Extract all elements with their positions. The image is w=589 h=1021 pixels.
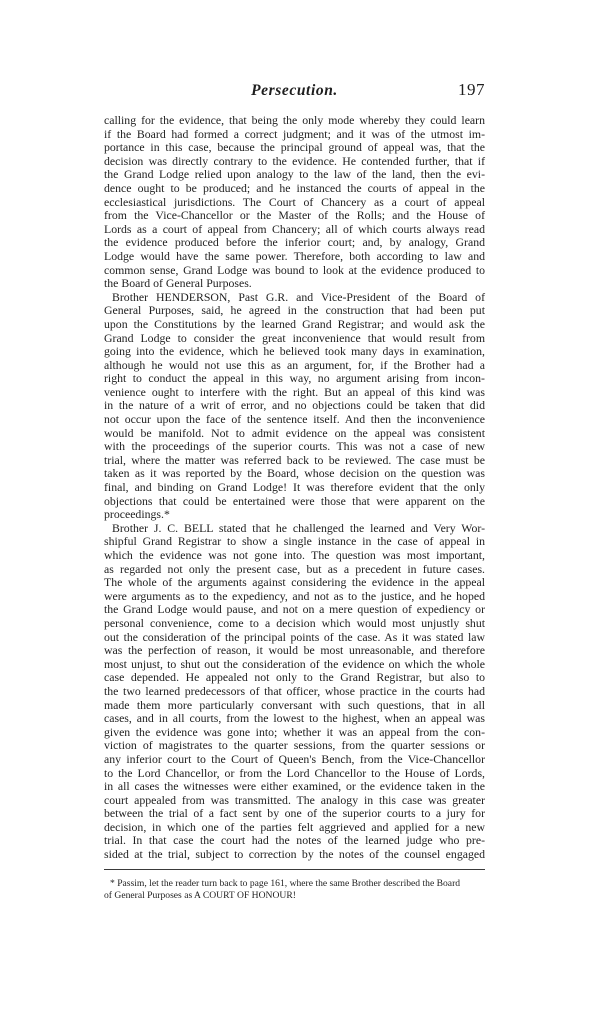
- body-line: trial, where the matter was referred back to be reviewed. The case must be: [104, 452, 485, 467]
- body-line: right to conduct the appeal in this way, no argument arising from incon-: [104, 371, 485, 386]
- body-line: trial. In that case the court had the notes of the learned judge who pre-: [104, 833, 485, 848]
- body-line: viction of magistrates to the quarter sessions, from the quarter sessions or: [104, 738, 485, 753]
- body-line: were arguments as to the expediency, and not as to the justice, and he hoped: [104, 588, 485, 603]
- body-line: decision, in which one of the parties felt aggrieved and applied for a new: [104, 819, 485, 834]
- body-line: portance in this case, because the principal ground of appeal was, that the: [104, 140, 485, 155]
- body-line: dence ought to be produced; and he instanced the courts of appeal in the: [104, 180, 485, 195]
- body-line: with the proceedings of the superior courts. This was not a case of new: [104, 439, 485, 454]
- body-line: most unjust, to shut out the consideration of the evidence on which the whole: [104, 656, 485, 671]
- body-line: venience ought to interfere with the right. But an appeal of this kind was: [104, 384, 485, 399]
- running-title: Persecution.: [251, 82, 338, 99]
- body-line: decision was directly contrary to the evidence. He contended further, that if: [104, 153, 485, 168]
- footnote-line: of General Purposes as A COURT OF HONOUR!: [104, 889, 296, 901]
- body-line: court appealed from was transmitted. The analogy in this case was greater: [104, 792, 485, 807]
- body-line: common sense, Grand Lodge was bound to look at the evidence produced to: [104, 262, 485, 277]
- page-header: [0, 82, 589, 106]
- body-line: ecclesiastical jurisdictions. The Court of Chancery as a court of appeal: [104, 194, 485, 209]
- body-line: any inferior court to the Court of Queen's Bench, from the Vice-Chancellor: [104, 751, 485, 766]
- body-text: [104, 114, 485, 862]
- body-line: the evidence produced before the inferior court; and, by analogy, Grand: [104, 235, 485, 250]
- body-line: given the evidence was gone into; whether it was an appeal from the con-: [104, 724, 485, 739]
- body-line: the Board of General Purposes.: [104, 276, 252, 291]
- body-line: objections that could be entertained were those that were apparent on the: [104, 493, 485, 508]
- body-line: from the Vice-Chancellor or the Master of the Rolls; and the House of: [104, 208, 485, 223]
- body-line: the two learned predecessors of that officer, whose practice in the courts had: [104, 683, 485, 698]
- footnote-rule: [104, 869, 485, 870]
- body-line: between the trial of a fact sent by one of the superior courts to a jury for: [104, 806, 485, 821]
- body-line: going into the evidence, which he believed took many days in examination,: [104, 344, 485, 359]
- body-line: as regarded not only the present case, but as a precedent in future cases.: [104, 561, 485, 576]
- body-line: the Grand Lodge relied upon analogy to the law of the land, then the evi-: [104, 167, 485, 182]
- body-line: cases, and in all courts, from the lowest to the highest, when an appeal was: [104, 711, 485, 726]
- body-line: out the consideration of the principal points of the case. As it was stated law: [104, 629, 485, 644]
- body-line: upon the Constitutions by the learned Grand Registrar; and would ask the: [104, 316, 485, 331]
- body-line: final, and binding on Grand Lodge! It was therefore evident that the only: [104, 480, 485, 495]
- body-line: in all cases the witnesses were either examined, or the evidence taken in the: [104, 779, 485, 794]
- body-line: shipful Grand Registrar to show a single instance in the case of appeal in: [104, 534, 485, 549]
- body-line: Grand Lodge to consider the great inconvenience that would result from: [104, 330, 485, 345]
- body-line: not occur upon the face of the sentence itself. And then the inconvenience: [104, 412, 485, 427]
- body-line: calling for the evidence, that being the only mode whereby they could learn: [104, 113, 485, 127]
- body-line: Brother HENDERSON, Past G.R. and Vice-President of the Board of: [112, 289, 485, 304]
- footnote-line: * Passim, let the reader turn back to page 161, where the same Brother described the Board: [110, 878, 461, 889]
- body-line: would be manifold. Not to admit evidence on the appeal was consistent: [104, 425, 485, 440]
- body-line: which the evidence was not gone into. The question was most important,: [104, 548, 485, 562]
- body-line: General Purposes, said, he agreed in the construction that had been put: [104, 303, 485, 318]
- body-line: The whole of the arguments against considering the evidence in the appeal: [104, 575, 485, 590]
- body-line: sided at the trial, subject to correction by the notes of the counsel engaged: [104, 847, 485, 862]
- body-line: if the Board had formed a correct judgment; and it was of the utmost im-: [104, 126, 485, 141]
- body-line: was the perfection of reason, it would be most unreasonable, and therefore: [104, 643, 485, 658]
- body-line: Brother J. C. BELL stated that he challenged the learned and Very Wor-: [112, 520, 485, 535]
- body-line: to the Lord Chancellor, or from the Lord Chancellor to the House of Lords,: [104, 765, 485, 780]
- body-line: in the nature of a writ of error, and no objections could be taken that did: [104, 398, 485, 413]
- body-line: made them more particularly conversant with such questions, that in all: [104, 697, 485, 712]
- footnote: [104, 878, 485, 901]
- page-number: 197: [458, 80, 485, 99]
- body-line: the Grand Lodge would pause, and not on a mere question of expediency or: [104, 602, 485, 617]
- body-line: Lords as a court of appeal from Chancery; all of which courts always read: [104, 221, 485, 236]
- body-line: case depended. He appealed not only to the Grand Registrar, but also to: [104, 670, 485, 685]
- body-line: although he would not use this as an argument, for, if the Brother had a: [104, 357, 485, 372]
- body-line: proceedings.*: [104, 507, 170, 522]
- body-line: taken as it was reported by the Board, whose decision on the question was: [104, 466, 485, 481]
- body-line: personal convenience, come to a decision which would most unjustly shut: [104, 615, 485, 630]
- body-line: Lodge would have the same power. Therefore, both according to law and: [104, 248, 485, 263]
